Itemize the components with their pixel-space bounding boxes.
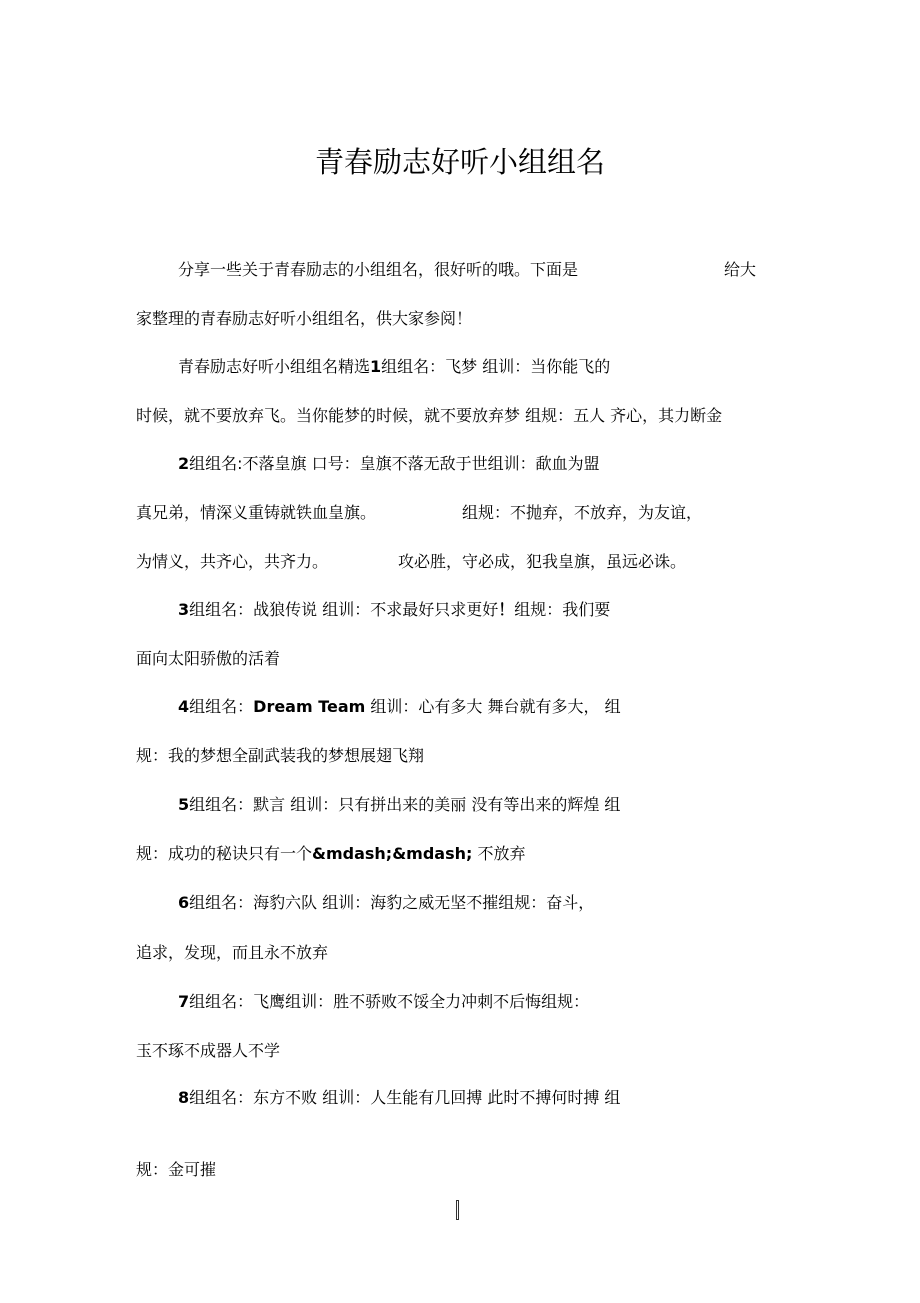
group8-line-1 [178,1087,620,1109]
group6-line-2: 追求，发现，而且永不放弃 [136,943,329,962]
group7-text: 组组名：飞鹰组训：胜不骄败不馁全力冲刺不后悔组规： [189,992,590,1011]
group1-number: 1 [370,357,382,376]
group6-text: 组组名：海豹六队 组训：海豹之威无坚不摧组规：奋斗， [189,893,595,912]
page-marker [456,1200,459,1220]
group1-line-1 [178,356,610,378]
group4-number: 4 [178,697,190,716]
group8-line-2: 规：金可摧 [136,1160,217,1179]
group2-line-3b: 攻必胜，守必成，犯我皇旗，虽远必诛。 [398,552,687,571]
group4-line-1 [178,696,621,718]
group3-exclamation: ！ [498,600,515,619]
group4-text-a: 组组名： [189,697,254,716]
group6-line-1 [178,892,594,914]
intro-line-1a: 分享一些关于青春励志的小组组名，很好听的哦。下面是 [178,260,579,279]
document-title: 青春励志好听小组组名 [314,145,605,179]
group1-prefix: 青春励志好听小组组名精选 [178,357,371,376]
group5-number: 5 [178,795,190,814]
group3-line-2: 面向太阳骄傲的活着 [136,649,281,668]
group4-text-b: 组训：心有多大 舞台就有多大， 组 [365,697,621,716]
group5-line-2 [136,843,525,865]
group7-line-1 [178,991,589,1013]
group5-line-1 [178,794,620,816]
group2-text: 组组名:不落皇旗 口号：皇旗不落无敌于世组训：歃血为盟 [189,454,600,473]
group8-number: 8 [178,1088,190,1107]
group4-line-2: 规：我的梦想全副武装我的梦想展翅飞翔 [136,746,425,765]
group2-line-2a: 真兄弟，情深义重铸就铁血皇旗。 [136,503,377,522]
group7-number: 7 [178,992,190,1011]
group8-text: 组组名：东方不败 组训：人生能有几回搏 此时不搏何时搏 组 [189,1088,621,1107]
group2-line-1 [178,453,600,475]
group1-text: 组组名：飞梦 组训：当你能飞的 [381,357,611,376]
group6-number: 6 [178,893,190,912]
group5-text-b: 不放弃 [472,844,526,863]
group2-number: 2 [178,454,190,473]
group5-entity: &mdash;&mdash; [312,844,473,863]
group5-text: 组组名：默言 组训：只有拼出来的美丽 没有等出来的辉煌 组 [189,795,621,814]
group3-text-b: 组规：我们要 [514,600,611,619]
group4-team-name: Dream Team [253,697,366,716]
group3-line-1 [178,599,610,621]
group3-text-a: 组组名：战狼传说 组训：不求最好只求更好 [189,600,499,619]
group3-number: 3 [178,600,190,619]
intro-line-1b: 给大 [724,260,757,279]
group1-line-2: 时候，就不要放弃飞。当你能梦的时候，就不要放弃梦 组规：五人 齐心，其力断金 [136,406,723,425]
group5-text-a: 规：成功的秘诀只有一个 [136,844,313,863]
intro-line-2: 家整理的青春励志好听小组组名，供大家参阅！ [136,309,473,328]
group7-line-2: 玉不琢不成器人不学 [136,1041,281,1060]
group2-line-2b: 组规：不抛弃，不放弃，为友谊， [462,503,703,522]
group2-line-3a: 为情义，共齐心，共齐力。 [136,552,329,571]
